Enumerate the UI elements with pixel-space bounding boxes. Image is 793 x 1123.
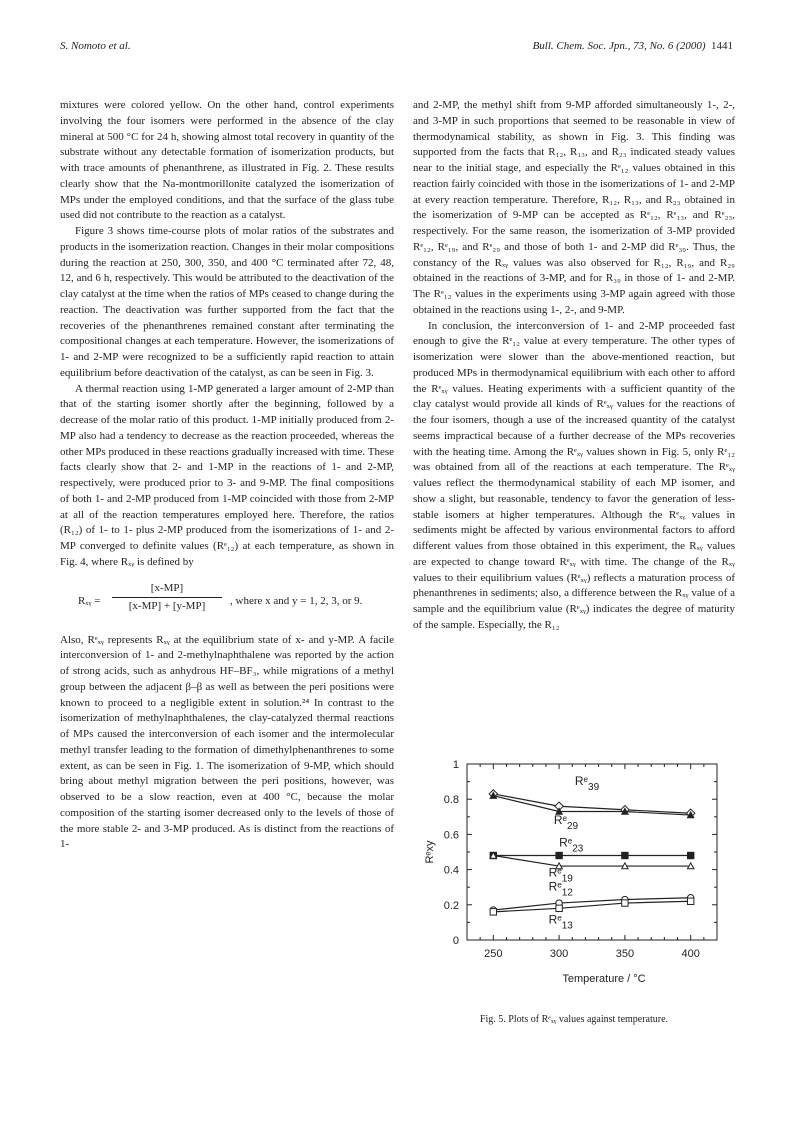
- series-label: Rᵉ$_{39}$: [574, 774, 600, 794]
- paragraph: Also, Rᵉₓᵧ represents Rₓᵧ at the equilibrium state of x- and y-MP. A facile interconversion of 1- and 2-methylnaphthalene was reported by the action of strong acids, such as anhydrous HF–BF₃, while migrations of a methyl group between the adjacent β–β as well as between the peri positions were known to proceed to a negligible extent in solution.²⁴ In contrast to the isomerization of methylnaphthalenes, the clay-catalyzed thermal reactions of MPs caused the interconversion of each isomer and the intermolecular methyl transfer leading to the formation of dimethylphenanthrenes to some extent, as can be seen in Fig. 1. The isomerization of 9-MP, which should bring about methyl migration between the peri positions, however, was observed to be a slow reaction, even at 400 °C, because the molar composition of the starting isomer decreased only to the levels of those of the more stable 2- and 3-MP produced. As is distinct from the reactions of 1-: [60, 633, 394, 851]
- data-point: [622, 852, 628, 858]
- data-point: [556, 905, 562, 911]
- x-tick-label: 250: [484, 948, 503, 960]
- paragraph: and 2-MP, the methyl shift from 9-MP afforded simultaneously 1-, 2-, and 3-MP in such proportions that seemed to be reasonable in view of thermodynamical stability, as shown in Fig. 3. This finding was supported from the facts that R₁₂, R₁₃, and R₂₃ indicated steady values near to the initial stage, and especially the Rᵉ₁₂ values obtained in this reaction fairly coincided with those in the isomerizations of 1- and 2-MP at every reaction temperature. Therefore, R₁₂, R₁₃, and R₂₃ obtained in the isomerization of 9-MP can be accepted as Rᵉ₁₂, Rᵉ₁₃, and Rᵉ₂₃, respectively. For the same reason, the isomerization of 3-MP provided Rᵉ₁₂, Rᵉ₁₉, and Rᵉ₂₉ and those of both 1- and 2-MP did Rᵉ₃₉. Thus, the constancy of the Rₓᵧ values was also observed for R₁₂, R₁₉, and R₂₉ obtained in the reactions of 3-MP, and for R₃₉ in those of 1- and 2-MP. The Rᵉ₁₂ values in the experiments using 3-MP again agreed with those obtained in the reactions using 1-, 2-, and 9-MP.: [413, 99, 735, 316]
- paragraph: mixtures were colored yellow. On the other hand, control experiments involving the four isomers were performed in the absence of the clay mineral at 500 °C for 24 h, showing almost total recovery in quantity of the substrate without any detectable formation of isomerization products, but with trace amounts of phenanthrene, as illustrated in Fig. 2. These results clearly show that the Na-montmorillonite catalyzed the isomerization of MPs under the employed conditions, and that the surface of the glass tube used did not contribute to the reaction as a catalyst.: [60, 99, 394, 222]
- y-tick-label: 0.8: [443, 794, 459, 807]
- series-line: [493, 898, 690, 910]
- paragraph: In conclusion, the interconversion of 1- and 2-MP proceeded fast enough to give the Rᵉ₁₂ value at every temperature. The other types of isomerization were slower than the above-mentioned reaction, but produced MPs in thermodynamical equilibrium with each other to afford the Rᵉₓᵧ values. Heating experiments with a sufficient quantity of the clay catalyst would provide all kinds of Rᵉₓᵧ values for the reactions of the four isomers, though a use of the increased quantity of the catalyst seems impractical because of a further decrease of the MPs recoveries with the heating time. Among the Rᵉₓᵧ values shown in Fig. 5, only Rᵉ₁₂ was obtained from all of the reactions at each temperature. The Rᵉₓᵧ values reflect the thermodynamical stability of each MP isomer, and show a slight, but reasonable, tendency to favor the generation of less-stable isomers at higher temperatures. Although the Rᵉₓᵧ values in sediments might be affected by various environmental factors to afford different values from those obtained in this experiment, the Rₓᵧ values are expected to change toward Rᵉₓᵧ with time. The change of the Rₓᵧ values to their equilibrium values (Rᵉₓᵧ) reflects a maturation process of phenanthrenes in sediments; also, a difference between the Rₓᵧ value of a sample and the equilibrium value (Rᵉₓᵧ) indicates the degree of maturity of the sample. Especially, the R₁₂: [413, 319, 735, 631]
- equation-fraction: [112, 581, 222, 616]
- x-tick-label: 300: [549, 948, 569, 960]
- header-journal-info: [533, 40, 733, 52]
- y-tick-label: 0.4: [443, 864, 459, 877]
- paragraph: Figure 3 shows time-course plots of molar ratios of the substrates and products in the isomerization reaction. Changes in their molar compositions during the reaction at 250, 300, 350, and 400 °C terminated after 72, 48, 12, and 6 h, respectively. This would be attributed to the deactivation of the clay catalyst at the time when the ratios of MPs ceased to change during the reaction. The deactivation was further supported from the fact that the recoveries of the phenanthrenes remained constant after terminating the compositional changes at each temperature. However, the isomerizations of 1- and 2-MP were recognized to be a sufficiently rapid reaction to attain equilibrium before deactivation of the catalyst, as can be seen in Fig. 3.: [60, 225, 394, 379]
- equation-denominator: [x-MP] + [y-MP]: [128, 600, 206, 613]
- paragraph: A thermal reaction using 1-MP generated a larger amount of 2-MP than that of the starting isomer shortly after the beginning, followed by a decrease of the molar ratio of this product. 1-MP initially produced from 2-MP also had a tendency to decrease as the reaction proceeded, whereas the other MPs produced in these reactions gradually increased with time. These facts clearly show that 2- and 1-MP in the reactions of 1- and 2-MP, respectively, were produced prior to 3- and 9-MP. The final compositions of both 1- and 2-MP produced from 1-MP coincided with those from 2-MP at all of the reaction temperatures employed here. Therefore, the ratios (R₁₂) of 1- to 1- plus 2-MP produced from the isomerizations of 1- and 2-MP converged to definite values (Rᵉ₁₂) at each temperature, as shown in Fig. 4, where Rₓᵧ is defined by: [60, 382, 394, 568]
- x-axis-label: Temperature / °C: [562, 973, 646, 985]
- header-authors: S. Nomoto et al.: [60, 40, 131, 52]
- y-tick-label: 0.6: [443, 829, 459, 842]
- x-tick-label: 400: [681, 948, 700, 960]
- series-label: Rᵉ$_{29}$: [553, 812, 579, 832]
- series-line: [493, 794, 690, 813]
- equation-condition: , where x and y = 1, 2, 3, or 9.: [230, 594, 363, 607]
- right-column: [413, 98, 735, 634]
- data-point: [622, 900, 628, 906]
- series-label: Rᵉ$_{12}$: [548, 879, 573, 899]
- left-column: [60, 98, 394, 853]
- x-tick-label: 350: [615, 948, 635, 960]
- series-line: [493, 856, 690, 867]
- page-number: 1441: [711, 40, 733, 52]
- y-tick-label: 1: [452, 759, 459, 771]
- y-tick-label: 0: [452, 935, 459, 947]
- running-header: [60, 40, 733, 56]
- equation-numerator: [x-MP]: [112, 581, 222, 599]
- equation: [60, 581, 394, 625]
- y-tick-label: 0.2: [443, 899, 459, 912]
- data-point: [687, 852, 693, 858]
- y-axis-label: Rᵉxy: [424, 840, 436, 864]
- equation-lhs: Rₓᵧ =: [78, 594, 101, 607]
- data-point: [687, 898, 693, 904]
- data-point: [556, 852, 562, 858]
- series-label: Rᵉ$_{23}$: [559, 835, 584, 855]
- series-label: Rᵉ$_{19}$: [548, 865, 573, 885]
- figure-caption: Fig. 5. Plots of Rᵉₓᵧ values against temperature.: [479, 1014, 669, 1025]
- header-journal: Bull. Chem. Soc. Jpn., 73, No. 6 (2000): [532, 40, 706, 52]
- chart-figure-5: [413, 756, 743, 1001]
- series-label: Rᵉ$_{13}$: [548, 912, 573, 932]
- data-point: [490, 909, 496, 915]
- figure-5: [413, 756, 743, 1001]
